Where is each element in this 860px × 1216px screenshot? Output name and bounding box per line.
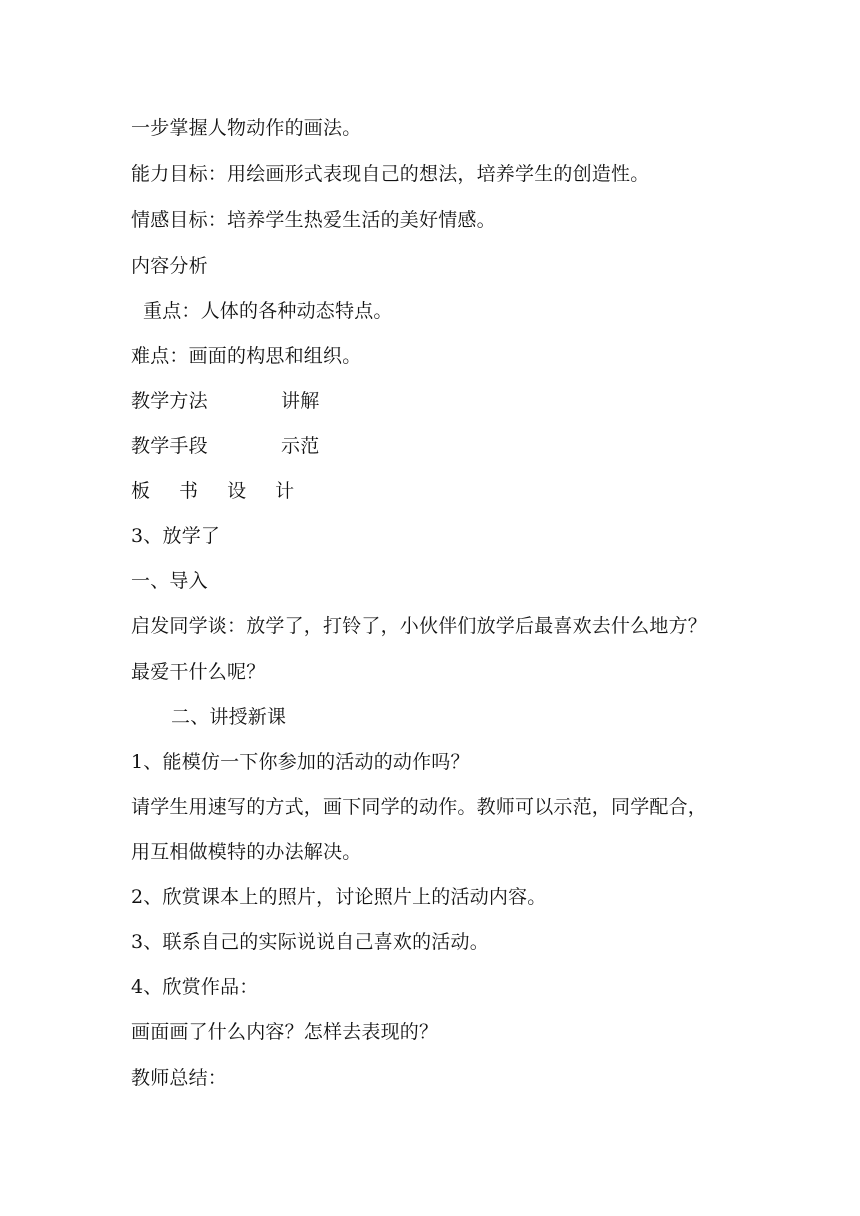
text-line-introduction-question-end: 最爱干什么呢？ [131,661,266,683]
section-heading-content-analysis: 内容分析 [131,255,208,277]
text-line-key-point: 重点：人体的各种动态特点。 [143,300,393,322]
board-design-heading [131,479,294,503]
text-line-objective-end: 一步掌握人物动作的画法。 [131,117,362,139]
section-heading-introduction: 一、导入 [131,570,208,592]
teaching-means-value: 示范 [281,435,320,457]
text-line-teacher-summary: 教师总结： [131,1067,228,1089]
text-line-emotion-goal: 情感目标：培养学生热爱生活的美好情感。 [131,209,496,231]
text-line-introduction-question: 启发同学谈：放学了，打铃了，小伙伴们放学后最喜欢去什么地方？ [131,615,708,637]
text-line-step-4: 4、欣赏作品： [131,976,259,998]
section-heading-new-lesson: 二、讲授新课 [171,706,287,728]
text-line-sketching-instruction: 请学生用速写的方式，画下同学的动作。教师可以示范，同学配合， [131,796,708,818]
text-line-step-2: 2、欣赏课本上的照片，讨论照片上的活动内容。 [131,886,547,908]
board-char-4: 计 [275,480,295,502]
board-char-3: 设 [227,480,247,502]
text-line-ability-goal: 能力目标：用绘画形式表现自己的想法，培养学生的创造性。 [131,163,650,185]
text-line-step-3: 3、联系自己的实际说说自己喜欢的活动。 [131,931,489,953]
teaching-method-label: 教学方法 [131,390,208,412]
teaching-method-row [131,389,320,413]
teaching-method-value: 讲解 [281,390,320,412]
lesson-title: 3、放学了 [131,525,221,547]
text-line-artwork-question: 画面画了什么内容？怎样去表现的？ [131,1021,439,1043]
text-line-step-1: 1、能模仿一下你参加的活动的动作吗？ [131,751,470,773]
teaching-means-row [131,434,320,458]
text-line-difficulty: 难点：画面的构思和组织。 [131,345,362,367]
text-line-modeling-instruction: 用互相做模特的办法解决。 [131,841,362,863]
board-char-1: 板 [131,480,151,502]
board-char-2: 书 [179,480,199,502]
teaching-means-label: 教学手段 [131,435,208,457]
